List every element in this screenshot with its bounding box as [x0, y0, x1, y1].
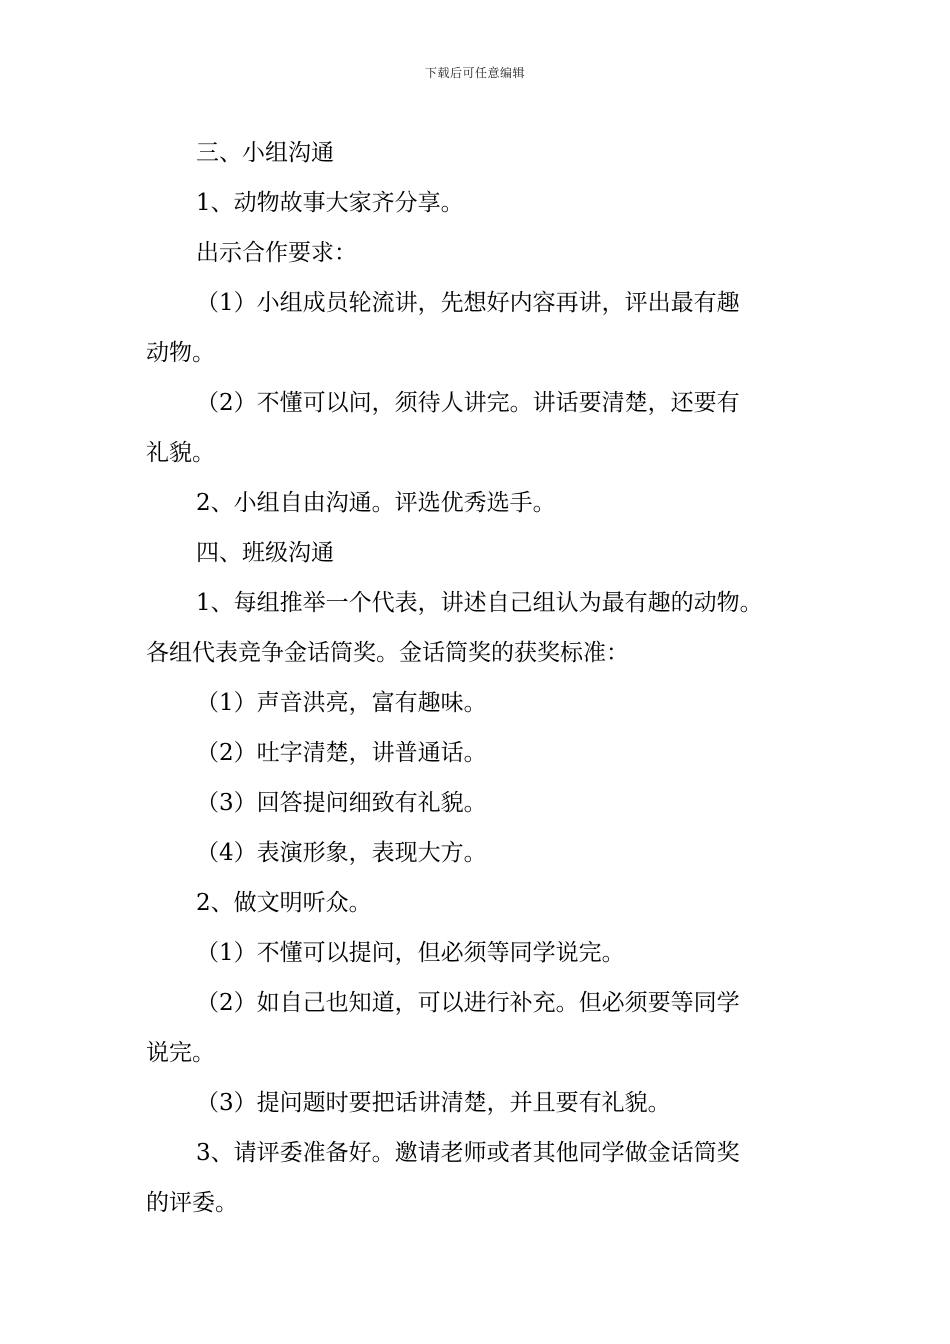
- paragraph-line: 礼貌。: [146, 440, 215, 466]
- paragraph-line: （1）不懂可以提问，但必须等同学说完。: [196, 940, 625, 966]
- paragraph-line: （2）吐字清楚，讲普通话。: [196, 740, 487, 766]
- section-heading: 三、小组沟通: [196, 140, 334, 166]
- paragraph-line: 2、小组自由沟通。评选优秀选手。: [196, 490, 556, 516]
- document-body: [146, 128, 836, 1228]
- paragraph-line: （4）表演形象，表现大方。: [196, 840, 487, 866]
- paragraph-line: （2）不懂可以问，须待人讲完。讲话要清楚，还要有: [196, 390, 740, 416]
- paragraph-line: 动物。: [146, 340, 215, 366]
- paragraph-line: 出示合作要求：: [196, 240, 357, 266]
- paragraph-line: 1、每组推举一个代表，讲述自己组认为最有趣的动物。: [196, 590, 763, 616]
- paragraph-line: （3）回答提问细致有礼貌。: [196, 790, 487, 816]
- paragraph-line: （1）小组成员轮流讲，先想好内容再讲，评出最有趣: [196, 290, 740, 316]
- paragraph-line: 的评委。: [146, 1190, 238, 1216]
- paragraph-line: 各组代表竞争金话筒奖。金话筒奖的获奖标准：: [146, 640, 629, 666]
- section-heading: 四、班级沟通: [196, 540, 334, 566]
- paragraph-line: （2）如自己也知道，可以进行补充。但必须要等同学: [196, 990, 740, 1016]
- page-header: 下载后可任意编辑: [424, 66, 525, 80]
- paragraph-line: （3）提问题时要把话讲清楚，并且要有礼貌。: [196, 1090, 671, 1116]
- paragraph-line: 说完。: [146, 1040, 215, 1066]
- paragraph-line: （1）声音洪亮，富有趣味。: [196, 690, 487, 716]
- paragraph-line: 1、动物故事大家齐分享。: [196, 190, 464, 216]
- paragraph-line: 2、做文明听众。: [196, 890, 372, 916]
- paragraph-line: 3、请评委准备好。邀请老师或者其他同学做金话筒奖: [196, 1140, 740, 1166]
